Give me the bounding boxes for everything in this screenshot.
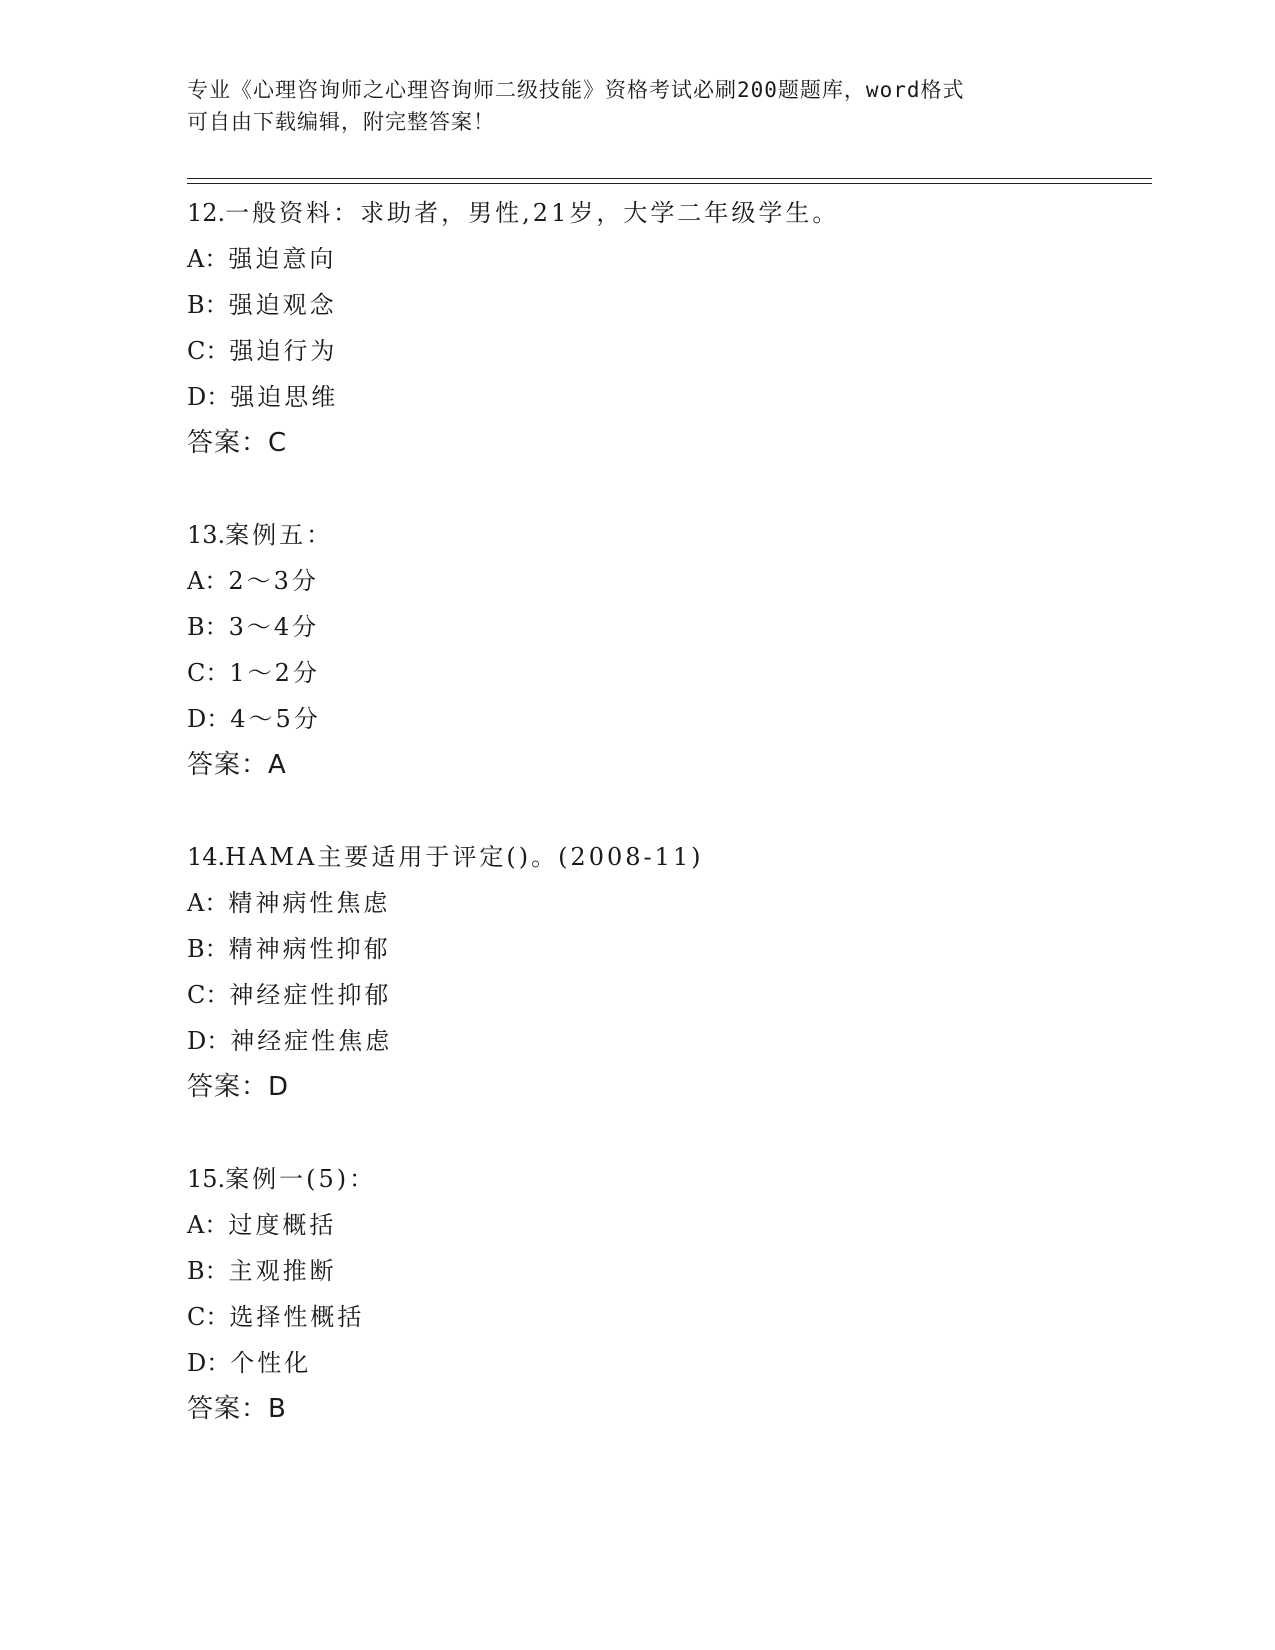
option-b [187,282,1147,328]
question-number: 12. [187,199,226,227]
question-15 [187,1156,1147,1432]
question-text: 案例五： [225,521,334,549]
option-c [187,972,1147,1018]
question-text: 案例一(5)： [225,1165,377,1193]
option-b [187,926,1147,972]
option-text: 精神病性抑郁 [228,935,391,963]
option-text: 2～3分 [228,567,319,595]
option-text: 强迫行为 [229,337,338,365]
option-letter: C： [187,659,230,687]
option-d [187,696,1147,742]
answer-line: 答案：B [187,1394,287,1424]
option-b [187,1248,1147,1294]
option-letter: B： [187,1257,229,1285]
header-line-2: 可自由下载编辑，附完整答案！ [187,110,495,134]
header-divider-bottom [187,183,1152,184]
option-letter: B： [187,935,229,963]
option-text: 1～2分 [229,659,320,687]
option-c [187,328,1147,374]
question-number: 13. [187,521,226,549]
header-line-1: 专业《心理咨询师之心理咨询师二级技能》资格考试必刷200题题库，word格式 [187,78,965,102]
question-text: 一般资料：求助者，男性,21岁，大学二年级学生。 [225,199,840,227]
option-text: 3～4分 [228,613,320,641]
question-13 [187,512,1147,788]
question-text: HAMA主要适用于评定()。(2008-11) [225,843,704,871]
question-stem [187,834,1147,880]
question-list [187,190,1147,1478]
question-number: 15. [187,1165,226,1193]
option-letter: A： [187,245,229,273]
option-letter: A： [187,1211,229,1239]
option-text: 4～5分 [230,705,321,733]
document-header [187,74,1087,138]
question-stem [187,190,1147,236]
header-divider-top [187,178,1152,179]
option-text: 强迫思维 [230,383,339,411]
option-d [187,1018,1147,1064]
option-text: 强迫观念 [228,291,337,319]
option-b [187,604,1147,650]
option-letter: C： [187,981,230,1009]
option-a [187,880,1147,926]
answer-line: 答案：C [187,428,288,458]
option-letter: C： [187,337,230,365]
option-letter: D： [187,1027,231,1055]
question-number: 14. [187,843,226,871]
option-c [187,650,1147,696]
question-stem [187,1156,1147,1202]
option-letter: B： [187,613,229,641]
option-text: 强迫意向 [228,245,337,273]
question-stem [187,512,1147,558]
option-letter: A： [187,567,229,595]
answer-line: 答案：A [187,750,287,780]
option-letter: A： [187,889,229,917]
option-text: 过度概括 [228,1211,337,1239]
option-a [187,1202,1147,1248]
option-letter: D： [187,1349,231,1377]
option-text: 个性化 [230,1349,312,1377]
question-12 [187,190,1147,466]
option-d [187,1340,1147,1386]
option-c [187,1294,1147,1340]
option-text: 主观推断 [228,1257,337,1285]
option-letter: C： [187,1303,230,1331]
question-14 [187,834,1147,1110]
option-text: 神经症性抑郁 [229,981,392,1009]
option-letter: B： [187,291,229,319]
option-letter: D： [187,705,231,733]
option-letter: D： [187,383,231,411]
answer-line: 答案：D [187,1072,290,1102]
option-text: 选择性概括 [229,1303,365,1331]
option-d [187,374,1147,420]
option-text: 神经症性焦虑 [230,1027,393,1055]
option-a [187,558,1147,604]
option-text: 精神病性焦虑 [228,889,391,917]
option-a [187,236,1147,282]
